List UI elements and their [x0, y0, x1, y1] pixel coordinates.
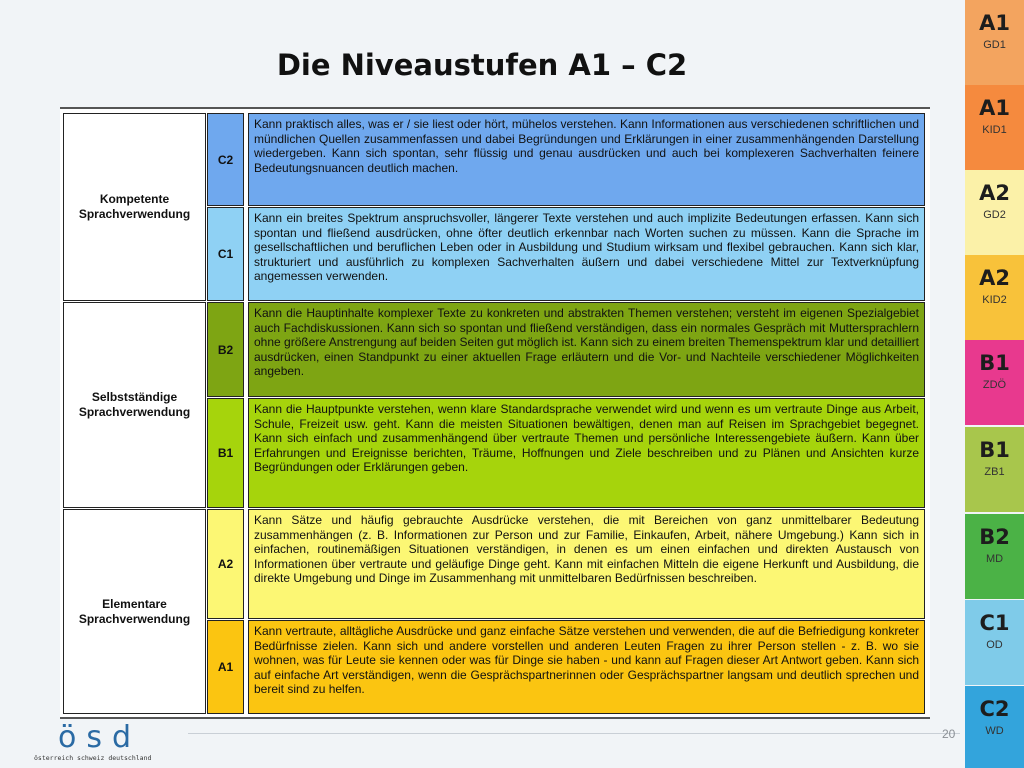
tab-level: A1 — [979, 11, 1010, 35]
level-a2-description: Kann Sätze und häufig gebrauchte Ausdrücke verstehen, die mit Bereichen von ganz unmittelbarer Bedeutung zusammenhängen (z. B. Informationen zur Person und zur Familie, Einkaufen, Arbeit, nähere Umgebung.) Kann sich in einfachen, routinemäßigen Situationen verständigen, in denen es um einen einfachen und direkten Austausch von Informationen über vertraute und geläufige Dinge geht. Kann mit einfachen Mitteln die eigene Herkunft und Ausbildung, die direkte Umgebung und Dinge im Zusammenhang mit unmittelbaren Bedürfnissen beschreiben. — [248, 509, 925, 619]
page-number: 20 — [942, 727, 956, 741]
level-code: C2 — [217, 152, 234, 167]
tab-level: A1 — [979, 96, 1010, 120]
level-code: B1 — [217, 446, 234, 460]
tab-exam: ZDÖ — [982, 379, 1007, 391]
sidebar-tab-c1-od[interactable] — [965, 600, 1024, 685]
group-label: Kompetente Sprachverwendung — [78, 192, 191, 221]
osd-logo-subtitle: österreich schweiz deutschland — [34, 754, 152, 762]
sidebar-tab-b2-md[interactable] — [965, 514, 1024, 599]
tab-level: C1 — [979, 611, 1010, 635]
sidebar-tab-c2-wd[interactable] — [965, 686, 1024, 768]
tab-exam: GD2 — [983, 209, 1006, 221]
osd-logo: ösd — [58, 720, 142, 755]
tab-level: A2 — [979, 266, 1010, 290]
tab-exam: OD — [986, 639, 1003, 651]
tab-level: A2 — [979, 181, 1010, 205]
level-a2-cell — [207, 509, 244, 619]
group-label: Elementare Sprachverwendung — [78, 596, 191, 626]
sidebar-tab-a1-gd1[interactable] — [965, 0, 1024, 85]
level-code: A1 — [217, 660, 234, 674]
level-a1-description: Kann vertraute, alltägliche Ausdrücke und ganz einfache Sätze verstehen und verwenden, die auf die Befriedigung konkreter Bedürfnisse zielen. Kann sich und andere vorstellen und anderen Leuten Fragen zu ihrer Person stellen - z. B. wo sie wohnen, was für Leute sie kennen oder was für Dinge sie haben - und kann auf Fragen dieser Art Antwort geben. Kann sich auf einfache Art verständigen, wenn die Gesprächspartnerinnen oder Gesprächspartner langsam und deutlich sprechen und bereit sind zu helfen. — [248, 620, 925, 714]
level-code: A2 — [217, 557, 234, 571]
tab-exam: GD1 — [983, 39, 1006, 51]
group-selbststaendig — [63, 302, 206, 508]
level-sidebar — [965, 0, 1024, 768]
tab-level: B1 — [979, 351, 1010, 375]
group-kompetent — [63, 113, 206, 301]
sidebar-tab-a2-kid2[interactable] — [965, 255, 1024, 340]
group-label: Selbstständige Sprachverwendung — [78, 390, 191, 419]
level-c2-cell — [207, 113, 244, 206]
sidebar-tab-b1-zb1[interactable] — [965, 427, 1024, 512]
tab-exam: KID1 — [982, 124, 1007, 136]
sidebar-tab-a2-gd2[interactable] — [965, 170, 1024, 255]
tab-level: B1 — [979, 438, 1010, 462]
level-code: C1 — [217, 247, 234, 261]
group-elementar — [63, 509, 206, 714]
sidebar-tab-b1-zdoe[interactable] — [965, 340, 1024, 425]
tab-exam: WD — [985, 725, 1004, 737]
level-c1-description: Kann ein breites Spektrum anspruchsvoller, längerer Texte verstehen und auch implizite Bedeutungen erfassen. Kann sich spontan und fließend ausdrücken, ohne öfter deutlich erkennbar nach Worten suchen zu müssen. Kann die Sprache im gesellschaftlichen und beruflichen Leben oder in Ausbildung und Studium wirksam und flexibel gebrauchen. Kann sich klar, strukturiert und ausführlich zu komplexen Sachverhalten äußern und dabei verschiedene Mittel zur Textverknüpfung angemessen verwenden. — [248, 207, 925, 301]
tab-exam: KID2 — [982, 294, 1007, 306]
level-code: B2 — [217, 342, 234, 357]
tab-level: B2 — [979, 525, 1010, 549]
level-c1-cell — [207, 207, 244, 301]
page-title: Die Niveaustufen A1 – C2 — [276, 48, 688, 82]
level-b1-description: Kann die Hauptpunkte verstehen, wenn klare Standardsprache verwendet wird und wenn es um vertraute Dinge aus Arbeit, Schule, Freizeit usw. geht. Kann die meisten Situationen bewältigen, denen man auf Reisen im Sprachgebiet begegnet. Kann sich einfach und zusammenhängend über vertraute Themen und persönliche Interessengebiete äußern. Kann über Erfahrungen und Ereignisse berichten, Träume, Hoffnungen und Ziele beschreiben und zu Plänen und Ansichten kurze Begründungen oder Erklärungen geben. — [248, 398, 925, 508]
level-b2-description: Kann die Hauptinhalte komplexer Texte zu konkreten und abstrakten Themen verstehen; versteht im eigenen Spezialgebiet auch Fachdiskussionen. Kann sich so spontan und fließend verständigen, dass ein normales Gespräch mit Muttersprachlern ohne größere Anstrengung auf beiden Seiten gut möglich ist. Kann sich zu einem breiten Themenspektrum klar und detailliert ausdrücken, einen Standpunkt zu einer aktuellen Frage erläutern und die Vor- und Nachteile verschiedener Möglichkeiten angeben. — [248, 302, 925, 397]
footer-divider — [188, 733, 960, 734]
level-a1-cell — [207, 620, 244, 714]
level-b2-cell — [207, 302, 244, 397]
tab-level: C2 — [979, 697, 1010, 721]
levels-table — [60, 107, 930, 719]
sidebar-tab-a1-kid1[interactable] — [965, 85, 1024, 170]
level-b1-cell — [207, 398, 244, 508]
level-c2-description: Kann praktisch alles, was er / sie liest oder hört, mühelos verstehen. Kann Informationen aus verschiedenen schriftlichen und mündlichen Quellen zusammenfassen und dabei Begründungen und Erklärungen in einer zusammenhängenden Darstellung wiedergeben. Kann sich spontan, sehr flüssig und genau ausdrücken und auch bei komplexeren Sachverhalten feinere Bedeutungsnuancen deutlich machen. — [248, 113, 925, 206]
tab-exam: ZB1 — [984, 466, 1005, 478]
tab-exam: MD — [985, 553, 1004, 565]
